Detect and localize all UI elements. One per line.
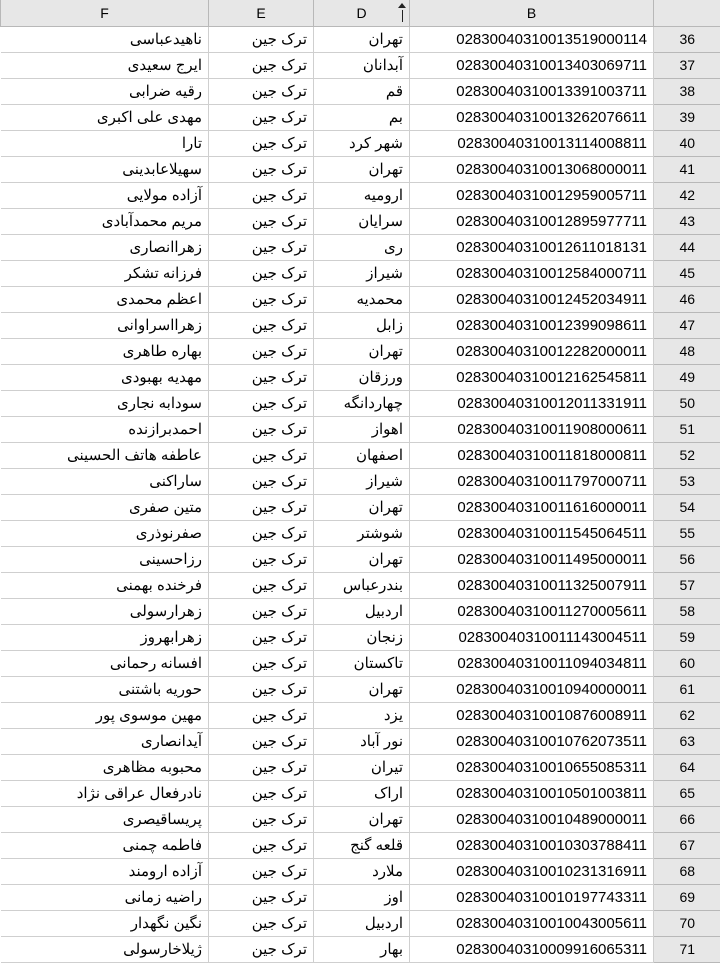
cell-city[interactable]: بندرعباس <box>314 573 410 599</box>
cell-tracking-code[interactable]: 02830040310013391003711 <box>410 79 654 105</box>
table-row[interactable] <box>1 859 720 885</box>
cell-city[interactable]: بم <box>314 105 410 131</box>
cell-city[interactable]: اوز <box>314 885 410 911</box>
cell-name[interactable]: اعظم محمدی <box>1 287 209 313</box>
cell-tracking-code[interactable]: 02830040310010876008911 <box>410 703 654 729</box>
table-row[interactable] <box>1 443 720 469</box>
cell-product[interactable]: ترک جین <box>209 261 314 287</box>
cell-product[interactable]: ترک جین <box>209 781 314 807</box>
row-number-header[interactable]: 66 <box>654 807 720 833</box>
cell-tracking-code[interactable]: 02830040310012959005711 <box>410 183 654 209</box>
row-number-header[interactable]: 71 <box>654 937 720 963</box>
cell-product[interactable]: ترک جین <box>209 677 314 703</box>
table-row[interactable] <box>1 261 720 287</box>
row-number-header[interactable]: 55 <box>654 521 720 547</box>
table-row[interactable] <box>1 651 720 677</box>
cell-product[interactable]: ترک جین <box>209 183 314 209</box>
cell-product[interactable]: ترک جین <box>209 469 314 495</box>
cell-city[interactable]: قلعه گنج <box>314 833 410 859</box>
column-header-e[interactable]: E <box>209 0 314 27</box>
cell-city[interactable]: زنجان <box>314 625 410 651</box>
row-number-header[interactable]: 57 <box>654 573 720 599</box>
cell-product[interactable]: ترک جین <box>209 885 314 911</box>
cell-name[interactable]: افسانه رحمانی <box>1 651 209 677</box>
cell-name[interactable]: سودابه نجاری <box>1 391 209 417</box>
cell-tracking-code[interactable]: 02830040310010489000011 <box>410 807 654 833</box>
cell-product[interactable]: ترک جین <box>209 937 314 963</box>
cell-city[interactable]: اردبیل <box>314 599 410 625</box>
cell-city[interactable]: ورزقان <box>314 365 410 391</box>
cell-name[interactable]: محبوبه مظاهری <box>1 755 209 781</box>
cell-name[interactable]: رقیه ضرابی <box>1 79 209 105</box>
cell-product[interactable]: ترک جین <box>209 573 314 599</box>
cell-tracking-code[interactable]: 02830040310011797000711 <box>410 469 654 495</box>
table-row[interactable] <box>1 937 720 963</box>
cell-tracking-code[interactable]: 02830040310010303788411 <box>410 833 654 859</box>
cell-city[interactable]: شوشتر <box>314 521 410 547</box>
cell-name[interactable]: نگین نگهدار <box>1 911 209 937</box>
row-number-header[interactable]: 36 <box>654 27 720 53</box>
table-row[interactable] <box>1 755 720 781</box>
cell-city[interactable]: بهار <box>314 937 410 963</box>
cell-tracking-code[interactable]: 02830040310011908000611 <box>410 417 654 443</box>
cell-city[interactable]: تیران <box>314 755 410 781</box>
cell-tracking-code[interactable]: 02830040310009916065311 <box>410 937 654 963</box>
cell-tracking-code[interactable]: 02830040310013114008811 <box>410 131 654 157</box>
cell-tracking-code[interactable]: 02830040310010762073511 <box>410 729 654 755</box>
cell-tracking-code[interactable]: 02830040310011545064511 <box>410 521 654 547</box>
cell-tracking-code[interactable]: 02830040310010655085311 <box>410 755 654 781</box>
table-row[interactable] <box>1 495 720 521</box>
row-number-header[interactable]: 56 <box>654 547 720 573</box>
cell-product[interactable]: ترک جین <box>209 339 314 365</box>
cell-product[interactable]: ترک جین <box>209 651 314 677</box>
table-row[interactable] <box>1 833 720 859</box>
table-row[interactable] <box>1 547 720 573</box>
cell-city[interactable]: اردبیل <box>314 911 410 937</box>
table-row[interactable] <box>1 313 720 339</box>
cell-product[interactable]: ترک جین <box>209 391 314 417</box>
cell-product[interactable]: ترک جین <box>209 53 314 79</box>
cell-product[interactable]: ترک جین <box>209 703 314 729</box>
cell-name[interactable]: آزاده ارومند <box>1 859 209 885</box>
row-number-header[interactable]: 48 <box>654 339 720 365</box>
cell-city[interactable]: زابل <box>314 313 410 339</box>
cell-city[interactable]: تهران <box>314 547 410 573</box>
row-number-header[interactable]: 40 <box>654 131 720 157</box>
row-number-header[interactable]: 67 <box>654 833 720 859</box>
cell-city[interactable]: شهر کرد <box>314 131 410 157</box>
cell-name[interactable]: فرخنده بهمنی <box>1 573 209 599</box>
table-row[interactable] <box>1 365 720 391</box>
table-row[interactable] <box>1 599 720 625</box>
row-number-header[interactable]: 37 <box>654 53 720 79</box>
row-number-header[interactable]: 47 <box>654 313 720 339</box>
row-number-header[interactable]: 44 <box>654 235 720 261</box>
row-number-header[interactable]: 59 <box>654 625 720 651</box>
cell-name[interactable]: زهراانصاری <box>1 235 209 261</box>
cell-tracking-code[interactable]: 02830040310012162545811 <box>410 365 654 391</box>
cell-name[interactable]: ایرج سعیدی <box>1 53 209 79</box>
cell-product[interactable]: ترک جین <box>209 599 314 625</box>
cell-name[interactable]: فاطمه چمنی <box>1 833 209 859</box>
cell-product[interactable]: ترک جین <box>209 911 314 937</box>
table-row[interactable] <box>1 287 720 313</box>
cell-product[interactable]: ترک جین <box>209 625 314 651</box>
cell-city[interactable]: نور آباد <box>314 729 410 755</box>
cell-tracking-code[interactable]: 02830040310010231316911 <box>410 859 654 885</box>
row-number-header[interactable]: 50 <box>654 391 720 417</box>
column-header-f[interactable]: F <box>1 0 209 27</box>
table-row[interactable] <box>1 183 720 209</box>
cell-product[interactable]: ترک جین <box>209 495 314 521</box>
cell-tracking-code[interactable]: 02830040310011094034811 <box>410 651 654 677</box>
cell-city[interactable]: تهران <box>314 157 410 183</box>
cell-name[interactable]: مهدی علی اکبری <box>1 105 209 131</box>
table-row[interactable] <box>1 469 720 495</box>
table-row[interactable] <box>1 105 720 131</box>
cell-product[interactable]: ترک جین <box>209 365 314 391</box>
cell-city[interactable]: شیراز <box>314 261 410 287</box>
column-header-b[interactable]: B <box>410 0 654 27</box>
cell-name[interactable]: پریساقیصری <box>1 807 209 833</box>
cell-product[interactable]: ترک جین <box>209 79 314 105</box>
cell-name[interactable]: رزاحسینی <box>1 547 209 573</box>
cell-product[interactable]: ترک جین <box>209 729 314 755</box>
cell-name[interactable]: احمدبرازنده <box>1 417 209 443</box>
cell-city[interactable]: تهران <box>314 677 410 703</box>
row-number-header[interactable]: 58 <box>654 599 720 625</box>
cell-tracking-code[interactable]: 02830040310012584000711 <box>410 261 654 287</box>
cell-city[interactable]: تهران <box>314 339 410 365</box>
column-header-row <box>1 0 720 27</box>
table-row[interactable] <box>1 53 720 79</box>
cell-tracking-code[interactable]: 02830040310011616000011 <box>410 495 654 521</box>
row-number-header[interactable]: 54 <box>654 495 720 521</box>
cell-city[interactable]: اهواز <box>314 417 410 443</box>
row-number-header[interactable]: 46 <box>654 287 720 313</box>
cell-product[interactable]: ترک جین <box>209 521 314 547</box>
cell-tracking-code[interactable]: 02830040310010043005611 <box>410 911 654 937</box>
cell-tracking-code[interactable]: 02830040310013403069711 <box>410 53 654 79</box>
cell-product[interactable]: ترک جین <box>209 833 314 859</box>
cell-name[interactable]: حوریه باشتنی <box>1 677 209 703</box>
cell-tracking-code[interactable]: 02830040310012452034911 <box>410 287 654 313</box>
cell-name[interactable]: زهرابهروز <box>1 625 209 651</box>
cell-product[interactable]: ترک جین <box>209 547 314 573</box>
cell-tracking-code[interactable]: 02830040310013519000114 <box>410 27 654 53</box>
table-row[interactable] <box>1 677 720 703</box>
row-number-header[interactable]: 53 <box>654 469 720 495</box>
row-number-header[interactable]: 51 <box>654 417 720 443</box>
cell-product[interactable]: ترک جین <box>209 313 314 339</box>
cell-tracking-code[interactable]: 02830040310011143004511 <box>410 625 654 651</box>
cell-tracking-code[interactable]: 02830040310012282000011 <box>410 339 654 365</box>
cell-name[interactable]: نادرفعال عراقی نژاد <box>1 781 209 807</box>
cell-name[interactable]: صفرنوذری <box>1 521 209 547</box>
cell-tracking-code[interactable]: 02830040310010197743311 <box>410 885 654 911</box>
cell-product[interactable]: ترک جین <box>209 417 314 443</box>
cell-tracking-code[interactable]: 02830040310010940000011 <box>410 677 654 703</box>
cell-tracking-code[interactable]: 02830040310011325007911 <box>410 573 654 599</box>
cell-city[interactable]: محمدیه <box>314 287 410 313</box>
cell-city[interactable]: اصفهان <box>314 443 410 469</box>
cell-name[interactable]: آیدانصاری <box>1 729 209 755</box>
cell-product[interactable]: ترک جین <box>209 209 314 235</box>
cell-city[interactable]: تهران <box>314 495 410 521</box>
cell-name[interactable]: آزاده مولایی <box>1 183 209 209</box>
cell-city[interactable]: تهران <box>314 807 410 833</box>
cell-name[interactable]: ساراکنی <box>1 469 209 495</box>
table-row[interactable] <box>1 781 720 807</box>
cell-tracking-code[interactable]: 02830040310013068000011 <box>410 157 654 183</box>
cell-city[interactable]: ری <box>314 235 410 261</box>
row-number-header[interactable]: 43 <box>654 209 720 235</box>
row-number-header[interactable]: 60 <box>654 651 720 677</box>
table-row[interactable] <box>1 391 720 417</box>
row-number-header[interactable]: 39 <box>654 105 720 131</box>
row-header-corner[interactable] <box>654 0 720 27</box>
row-number-header[interactable]: 38 <box>654 79 720 105</box>
row-number-header[interactable]: 65 <box>654 781 720 807</box>
row-number-header[interactable]: 68 <box>654 859 720 885</box>
cell-product[interactable]: ترک جین <box>209 443 314 469</box>
cell-tracking-code[interactable]: 02830040310011495000011 <box>410 547 654 573</box>
row-number-header[interactable]: 63 <box>654 729 720 755</box>
cell-name[interactable]: تارا <box>1 131 209 157</box>
cell-product[interactable]: ترک جین <box>209 27 314 53</box>
cell-tracking-code[interactable]: 02830040310010501003811 <box>410 781 654 807</box>
table-row[interactable] <box>1 807 720 833</box>
cell-tracking-code[interactable]: 02830040310012011331911 <box>410 391 654 417</box>
row-number-header[interactable]: 49 <box>654 365 720 391</box>
table-row[interactable] <box>1 521 720 547</box>
cell-name[interactable]: ناهیدعباسی <box>1 27 209 53</box>
cell-city[interactable]: شیراز <box>314 469 410 495</box>
cell-city[interactable]: یزد <box>314 703 410 729</box>
table-row[interactable] <box>1 703 720 729</box>
table-row[interactable] <box>1 27 720 53</box>
table-row[interactable] <box>1 417 720 443</box>
cell-tracking-code[interactable]: 02830040310013262076611 <box>410 105 654 131</box>
table-row[interactable] <box>1 573 720 599</box>
cell-tracking-code[interactable]: 02830040310011270005611 <box>410 599 654 625</box>
cell-city[interactable]: ارومیه <box>314 183 410 209</box>
row-number-header[interactable]: 70 <box>654 911 720 937</box>
table-row[interactable] <box>1 235 720 261</box>
cell-tracking-code[interactable]: 02830040310011818000811 <box>410 443 654 469</box>
cell-name[interactable]: راضیه زمانی <box>1 885 209 911</box>
cell-name[interactable]: زهرااسراوانی <box>1 313 209 339</box>
cell-city[interactable]: چهاردانگه <box>314 391 410 417</box>
cell-name[interactable]: بهاره طاهری <box>1 339 209 365</box>
row-number-header[interactable]: 52 <box>654 443 720 469</box>
table-row[interactable] <box>1 625 720 651</box>
cell-city[interactable]: قم <box>314 79 410 105</box>
cell-name[interactable]: مهدیه بهبودی <box>1 365 209 391</box>
cell-product[interactable]: ترک جین <box>209 157 314 183</box>
table-row[interactable] <box>1 209 720 235</box>
table-row[interactable] <box>1 885 720 911</box>
cell-name[interactable]: ژیلاخارسولی <box>1 937 209 963</box>
cell-name[interactable]: متین صفری <box>1 495 209 521</box>
cell-product[interactable]: ترک جین <box>209 131 314 157</box>
cell-name[interactable]: مریم محمدآبادی <box>1 209 209 235</box>
cell-product[interactable]: ترک جین <box>209 287 314 313</box>
row-number-header[interactable]: 45 <box>654 261 720 287</box>
cell-city[interactable]: تهران <box>314 27 410 53</box>
cell-city[interactable]: آبدانان <box>314 53 410 79</box>
row-number-header[interactable]: 42 <box>654 183 720 209</box>
cell-name[interactable]: سهیلاعابدینی <box>1 157 209 183</box>
table-row[interactable] <box>1 339 720 365</box>
row-number-header[interactable]: 41 <box>654 157 720 183</box>
table-body <box>1 27 720 963</box>
cell-product[interactable]: ترک جین <box>209 859 314 885</box>
row-number-header[interactable]: 61 <box>654 677 720 703</box>
cell-tracking-code[interactable]: 02830040310012895977711 <box>410 209 654 235</box>
table-row[interactable] <box>1 131 720 157</box>
row-number-header[interactable]: 69 <box>654 885 720 911</box>
table-row[interactable] <box>1 729 720 755</box>
cell-name[interactable]: فرزانه تشکر <box>1 261 209 287</box>
cell-product[interactable]: ترک جین <box>209 755 314 781</box>
cell-city[interactable]: تاکستان <box>314 651 410 677</box>
row-number-header[interactable]: 62 <box>654 703 720 729</box>
cell-product[interactable]: ترک جین <box>209 105 314 131</box>
cell-tracking-code[interactable]: 02830040310012399098611 <box>410 313 654 339</box>
cell-name[interactable]: مهین موسوی پور <box>1 703 209 729</box>
cell-tracking-code[interactable]: 02830040310012611018131 <box>410 235 654 261</box>
table-row[interactable] <box>1 79 720 105</box>
cell-city[interactable]: اراک <box>314 781 410 807</box>
cell-city[interactable]: ملارد <box>314 859 410 885</box>
cell-product[interactable]: ترک جین <box>209 807 314 833</box>
cell-name[interactable]: زهرارسولی <box>1 599 209 625</box>
cell-name[interactable]: عاطفه هاتف الحسینی <box>1 443 209 469</box>
cell-city[interactable]: سرایان <box>314 209 410 235</box>
table-row[interactable] <box>1 911 720 937</box>
column-header-d[interactable]: D <box>314 0 410 27</box>
table-row[interactable] <box>1 157 720 183</box>
cell-product[interactable]: ترک جین <box>209 235 314 261</box>
row-number-header[interactable]: 64 <box>654 755 720 781</box>
